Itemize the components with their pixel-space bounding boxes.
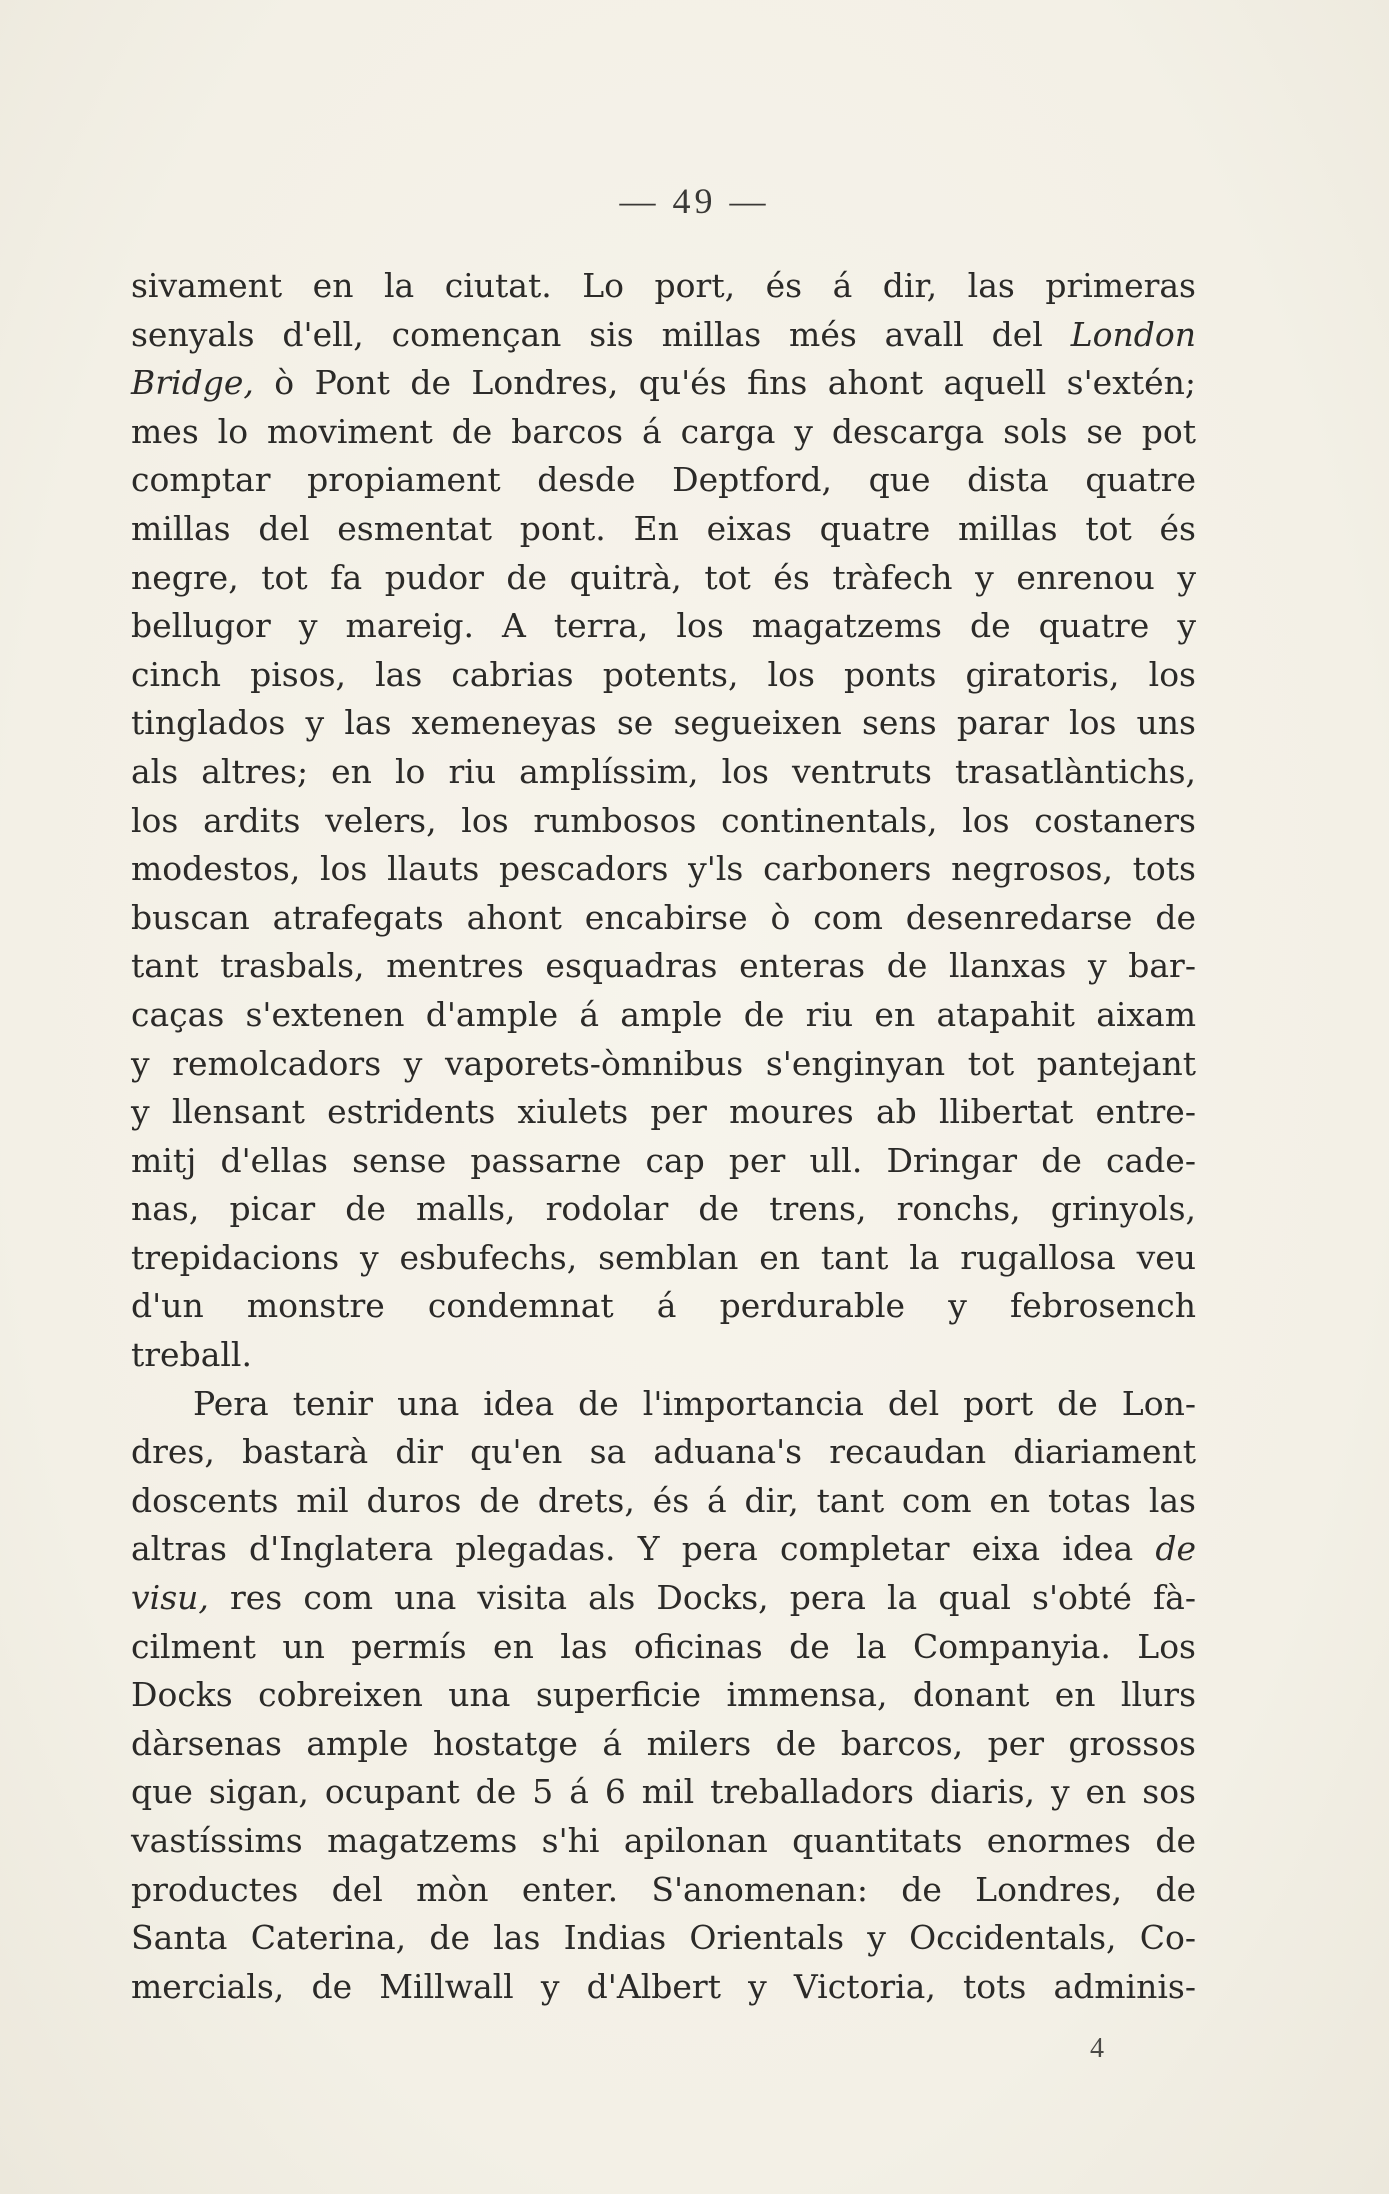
- text-span: dres, bastarà dir qu'en sa aduana's recaudan diariament: [131, 1432, 1196, 1472]
- text-line: [131, 1380, 1196, 1429]
- text-line: [131, 1525, 1196, 1574]
- text-line: [131, 1331, 1196, 1380]
- text-span: cilment un permís en las oficinas de la Companyia. Los: [131, 1626, 1196, 1666]
- text-line: [131, 505, 1196, 554]
- text-line: [131, 942, 1196, 991]
- text-line: [131, 1234, 1196, 1283]
- text-line: [131, 262, 1196, 311]
- text-span: caças s'extenen d'ample á ample de riu en atapahit aixam: [131, 994, 1196, 1034]
- text-span: tant trasbals, mentres esquadras enteras de llanxas y bar-: [131, 946, 1196, 986]
- text-span: dàrsenas ample hostatge á milers de barcos, per grossos: [131, 1723, 1196, 1763]
- text-span: millas del esmentat pont. En eixas quatre millas tot és: [131, 508, 1196, 548]
- text-line: [131, 991, 1196, 1040]
- text-line: [131, 748, 1196, 797]
- text-line: [131, 1088, 1196, 1137]
- text-span: Docks cobreixen una superficie immensa, donant en llurs: [131, 1675, 1196, 1715]
- text-span: productes del mòn enter. S'anomenan: de Londres, de: [131, 1869, 1196, 1909]
- page-number-header: — 49 —: [619, 181, 770, 221]
- text-line: [131, 311, 1196, 360]
- italic-span: de: [1155, 1529, 1196, 1569]
- text-line: [131, 456, 1196, 505]
- text-line: [131, 1040, 1196, 1089]
- text-span: y remolcadors y vaporets-òmnibus s'enginyan tot pantejant: [131, 1043, 1196, 1083]
- text-span: negre, tot fa pudor de quitrà, tot és tràfech y enrenou y: [131, 557, 1196, 597]
- text-line: [131, 1817, 1196, 1866]
- text-span: sivament en la ciutat. Lo port, és á dir, las primeras: [131, 266, 1196, 305]
- text-line: [131, 1428, 1196, 1477]
- text-line: [131, 651, 1196, 700]
- text-line: [131, 1185, 1196, 1234]
- text-line: [131, 602, 1196, 651]
- text-span: Pera tenir una idea de l'importancia del port de Lon-: [193, 1383, 1196, 1423]
- text-line: [131, 1282, 1196, 1331]
- text-line: [131, 1768, 1196, 1817]
- text-span: los ardits velers, los rumbosos continentals, los costaners: [131, 800, 1196, 840]
- text-span: comptar propiament desde Deptford, que dista quatre: [131, 460, 1196, 500]
- text-line: [131, 408, 1196, 457]
- text-span: vastíssims magatzems s'hi apilonan quantitats enormes de: [131, 1821, 1196, 1860]
- text-span: senyals d'ell, començan sis millas més avall del: [131, 314, 1071, 354]
- text-line: [131, 1963, 1196, 2012]
- text-span: mercials, de Millwall y d'Albert y Victoria, tots adminis-: [131, 1966, 1196, 2006]
- text-line: [131, 797, 1196, 846]
- text-span: cinch pisos, las cabrias potents, los ponts giratoris, los: [131, 654, 1196, 694]
- text-span: treball.: [131, 1335, 252, 1375]
- text-span: y llensant estridents xiulets per moures ab llibertat entre-: [131, 1092, 1196, 1132]
- text-line: [131, 1574, 1196, 1623]
- text-line: [131, 845, 1196, 894]
- text-span: trepidacions y esbufechs, semblan en tant la rugallosa veu: [131, 1237, 1196, 1277]
- body-text: [131, 262, 1196, 2011]
- text-line: [131, 699, 1196, 748]
- text-span: doscents mil duros de drets, és á dir, tant com en totas las: [131, 1480, 1196, 1520]
- text-line: [131, 1137, 1196, 1186]
- text-span: buscan atrafegats ahont encabirse ò com desenredarse de: [131, 897, 1196, 937]
- text-line: [131, 1623, 1196, 1672]
- italic-span: Bridge,: [131, 363, 254, 403]
- text-line: [131, 359, 1196, 408]
- text-span: d'un monstre condemnat á perdurable y febrosench: [131, 1286, 1196, 1326]
- text-line: [131, 1671, 1196, 1720]
- signature-mark: 4: [1090, 2033, 1104, 2064]
- text-span: mes lo moviment de barcos á carga y descarga sols se pot: [131, 411, 1196, 451]
- text-span: tinglados y las xemeneyas se segueixen sens parar los uns: [131, 703, 1196, 743]
- italic-span: London: [1070, 314, 1196, 354]
- text-span: bellugor y mareig. A terra, los magatzems de quatre y: [131, 606, 1196, 646]
- text-span: ò Pont de Londres, qu'és fins ahont aquell s'extén;: [253, 363, 1196, 403]
- text-line: [131, 554, 1196, 603]
- text-span: res com una visita als Docks, pera la qual s'obté fà-: [208, 1578, 1196, 1618]
- text-span: mitj d'ellas sense passarne cap per ull. Dringar de cade-: [131, 1140, 1196, 1180]
- text-span: als altres; en lo riu amplíssim, los ventruts trasatlàntichs,: [131, 751, 1196, 791]
- italic-span: visu,: [131, 1578, 209, 1618]
- text-line: [131, 1866, 1196, 1915]
- text-span: modestos, los llauts pescadors y'ls carboners negrosos, tots: [131, 849, 1196, 889]
- text-span: nas, picar de malls, rodolar de trens, ronchs, grinyols,: [131, 1189, 1196, 1229]
- text-span: que sigan, ocupant de 5 á 6 mil treballadors diaris, y en sos: [131, 1772, 1196, 1812]
- text-line: [131, 1720, 1196, 1769]
- text-span: Santa Caterina, de las Indias Orientals y Occidentals, Co-: [131, 1918, 1196, 1958]
- text-line: [131, 1477, 1196, 1526]
- text-span: altras d'Inglatera plegadas. Y pera completar eixa idea: [131, 1529, 1156, 1569]
- text-line: [131, 1914, 1196, 1963]
- text-line: [131, 894, 1196, 943]
